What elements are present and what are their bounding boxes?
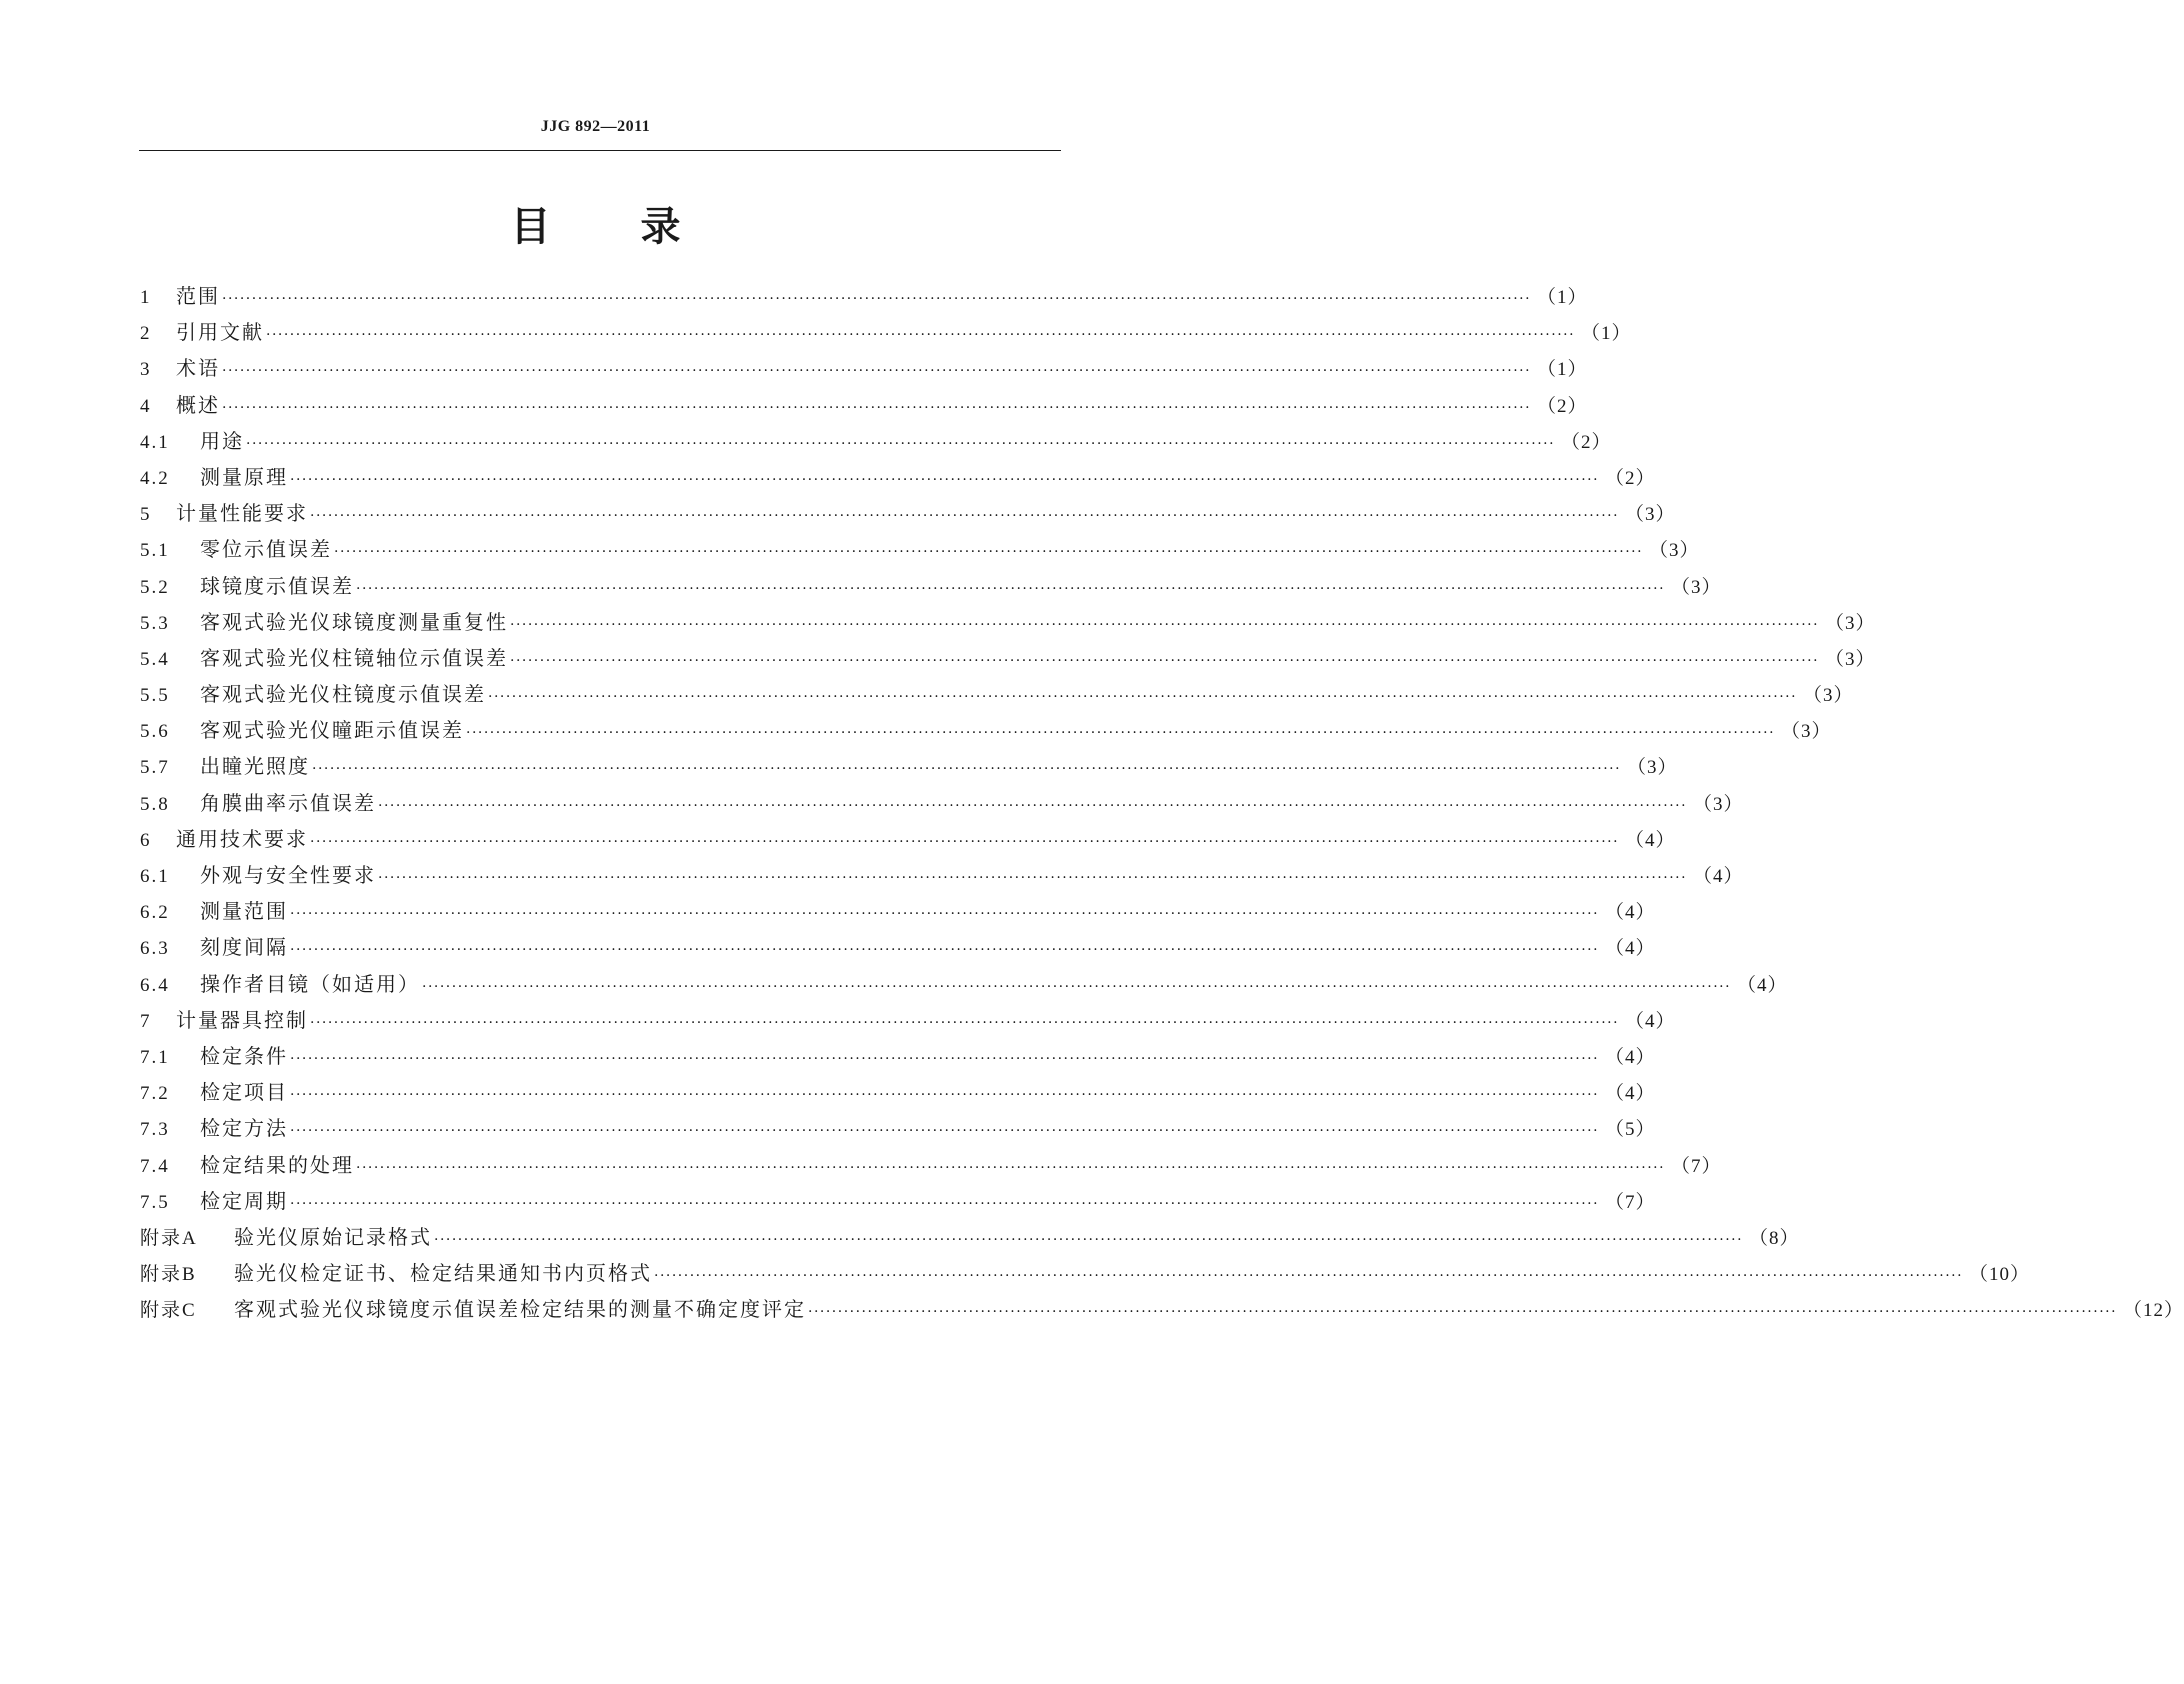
toc-entry [140,859,1744,895]
toc-leader-dots: ···························································································································································································································· [246,435,1556,452]
toc-entry [140,678,1854,714]
toc-entry-number: 附录B [140,1264,197,1286]
toc-entry-page: （4） [1605,938,1656,960]
toc-entry-number: 4.2 [140,467,170,489]
toc-entry [140,787,1744,823]
toc-leader-dots: ···························································································································································································································· [310,833,1620,850]
toc-leader-dots: ···························································································································································································································· [222,399,1532,416]
toc-entry-page: （7） [1605,1191,1656,1213]
toc-entry-number: 附录C [140,1300,197,1322]
toc-entry-page: （3） [1781,721,1832,743]
toc-entry-number: 4 [140,395,152,417]
toc-entry-number: 6 [140,829,152,851]
toc-entry [140,352,1588,388]
toc-leader-dots: ···························································································································································································································· [266,327,1576,344]
toc-entry-number: 5.4 [140,648,170,670]
toc-leader-dots: ···························································································································································································································· [310,1014,1620,1031]
toc-entry-number: 7 [140,1010,152,1032]
toc-entry [140,389,1588,425]
toc-entry-page: （2） [1537,395,1588,417]
toc-leader-dots: ···························································································································································································································· [290,906,1600,923]
toc-entry [140,895,1656,931]
toc-entry-number: 4.1 [140,431,170,453]
standard-code-header: JJG 892—2011 [540,118,651,135]
toc-entry [140,1004,1676,1040]
page-title: 目录 [510,204,771,250]
toc-leader-dots: ···························································································································································································································· [488,689,1798,706]
toc-entry-page: （3） [1649,540,1700,562]
toc-entry-number: 6.1 [140,866,170,887]
toc-entry [140,1257,2031,1293]
toc-entry-label: 客观式验光仪球镜度测量重复性 [200,609,508,634]
toc-leader-dots: ···························································································································································································································· [290,1195,1600,1212]
toc-leader-dots: ···························································································································································································································· [808,1304,2118,1321]
toc-entry-label: 检定项目 [200,1080,288,1105]
toc-entry-number: 7.4 [140,1155,170,1177]
toc-entry-page: （3） [1693,793,1744,815]
toc-entry-label: 检定方法 [200,1116,288,1141]
toc-entry-number: 3 [140,359,152,381]
toc-entry-label: 术语 [176,356,220,381]
toc-entry-label: 刻度间隔 [200,935,288,960]
toc-entry-number: 5.8 [140,793,170,815]
toc-entry-page: （3） [1803,685,1854,707]
table-of-contents [140,280,2184,1329]
toc-entry-number: 2 [140,323,152,345]
toc-entry [140,1040,1656,1076]
toc-leader-dots: ···························································································································································································································· [356,580,1666,597]
toc-entry-label: 检定周期 [200,1188,288,1213]
toc-entry [140,642,1876,678]
toc-entry [140,497,1676,533]
toc-entry-number: 5.6 [140,721,170,743]
toc-entry-number: 5 [140,504,152,526]
toc-entry-label: 客观式验光仪柱镜轴位示值误差 [200,645,508,670]
toc-entry-number: 6.2 [140,902,170,924]
toc-entry-page: （4） [1693,866,1744,887]
toc-entry-page: （1） [1537,287,1588,308]
toc-leader-dots: ···························································································································································································································· [434,1231,1744,1248]
toc-entry-page: （4） [1605,1083,1656,1105]
toc-entry-label: 验光仪检定证书、检定结果通知书内页格式 [234,1261,652,1286]
toc-entry [140,714,1832,750]
toc-entry-number: 5.7 [140,757,170,779]
toc-leader-dots: ···························································································································································································································· [290,1050,1600,1067]
toc-entry-number: 5.5 [140,685,170,707]
toc-entry-label: 检定条件 [200,1043,288,1068]
toc-entry [140,931,1656,967]
toc-entry-number: 1 [140,287,152,308]
toc-entry-number: 7.1 [140,1046,170,1068]
toc-entry [140,1149,1722,1185]
toc-entry-label: 零位示值误差 [200,537,332,562]
header-rule [139,150,1061,151]
toc-leader-dots: ···························································································································································································································· [290,1087,1600,1104]
toc-entry [140,425,1612,461]
toc-leader-dots: ···························································································································································································································· [310,508,1620,525]
toc-entry-page: （4） [1605,902,1656,924]
toc-entry [140,1076,1656,1112]
toc-entry-label: 操作者目镜（如适用） [200,971,420,996]
toc-leader-dots: ···························································································································································································································· [222,291,1532,307]
toc-entry-label: 概述 [176,392,220,417]
toc-entry-label: 外观与安全性要求 [200,863,376,887]
toc-leader-dots: ···························································································································································································································· [510,616,1820,633]
toc-leader-dots: ···························································································································································································································· [334,544,1644,561]
toc-entry-page: （7） [1671,1155,1722,1177]
toc-entry-label: 计量性能要求 [176,501,308,526]
toc-entry [140,461,1656,497]
toc-leader-dots: ···························································································································································································································· [654,1268,1964,1285]
toc-entry-page: （4） [1605,1046,1656,1068]
toc-entry [140,1185,1656,1221]
toc-leader-dots: ···························································································································································································································· [510,652,1820,669]
toc-entry [140,606,1876,642]
toc-entry-page: （4） [1625,1010,1676,1032]
toc-entry-label: 客观式验光仪瞳距示值误差 [200,718,464,743]
toc-entry-label: 验光仪原始记录格式 [234,1224,432,1249]
toc-entry-number: 6.4 [140,974,170,996]
toc-entry-label: 通用技术要求 [176,826,308,851]
toc-entry [140,533,1700,569]
toc-leader-dots: ···························································································································································································································· [290,1123,1600,1140]
toc-entry-label: 球镜度示值误差 [200,573,354,598]
toc-leader-dots: ···························································································································································································································· [356,1159,1666,1176]
toc-leader-dots: ···························································································································································································································· [290,471,1600,488]
toc-entry-page: （12） [2123,1300,2184,1322]
toc-entry-label: 用途 [200,428,244,453]
toc-entry-page: （3） [1825,612,1876,634]
toc-entry-number: 附录A [140,1227,198,1249]
toc-entry-label: 测量范围 [200,899,288,924]
toc-entry-number: 5.1 [140,540,170,562]
toc-leader-dots: ···························································································································································································································· [466,725,1776,742]
toc-leader-dots: ···························································································································································································································· [312,761,1622,778]
toc-entry-label: 引用文献 [176,320,264,345]
toc-leader-dots: ···························································································································································································································· [222,363,1532,380]
toc-entry [140,1112,1656,1148]
toc-entry-page: （1） [1581,323,1632,345]
toc-entry [140,750,1678,786]
toc-entry-page: （5） [1605,1119,1656,1141]
toc-entry-page: （3） [1671,576,1722,598]
toc-entry-label: 计量器具控制 [176,1007,308,1032]
toc-entry-page: （8） [1749,1227,1800,1249]
toc-leader-dots: ···························································································································································································································· [422,978,1732,995]
toc-leader-dots: ···························································································································································································································· [290,942,1600,959]
toc-entry-page: （2） [1605,467,1656,489]
toc-entry-page: （4） [1737,974,1788,996]
toc-entry [140,968,1788,1004]
toc-entry [140,823,1676,859]
toc-entry-number: 5.3 [140,612,170,634]
toc-entry [140,570,1722,606]
toc-entry-page: （2） [1561,431,1612,453]
toc-entry-page: （3） [1825,648,1876,670]
toc-entry-page: （3） [1627,757,1678,779]
toc-entry-page: （1） [1537,359,1588,381]
toc-entry [140,1293,2184,1329]
toc-entry-number: 7.3 [140,1119,170,1141]
toc-leader-dots: ···························································································································································································································· [378,870,1688,886]
toc-entry-number: 7.5 [140,1191,170,1213]
toc-entry-label: 范围 [176,284,220,308]
toc-entry [140,316,1632,352]
toc-entry-label: 出瞳光照度 [200,754,310,779]
toc-entry-label: 角膜曲率示值误差 [200,790,376,815]
toc-entry-number: 6.3 [140,938,170,960]
toc-entry-label: 客观式验光仪柱镜度示值误差 [200,682,486,707]
toc-entry-number: 7.2 [140,1083,170,1105]
toc-entry-label: 客观式验光仪球镜度示值误差检定结果的测量不确定度评定 [234,1297,806,1322]
toc-entry-number: 5.2 [140,576,170,598]
toc-entry-page: （4） [1625,829,1676,851]
toc-entry [140,1221,1800,1257]
toc-entry-label: 检定结果的处理 [200,1152,354,1177]
toc-leader-dots: ···························································································································································································································· [378,797,1688,814]
toc-entry-page: （3） [1625,504,1676,526]
toc-entry [140,280,1588,316]
toc-entry-label: 测量原理 [200,464,288,489]
toc-entry-page: （10） [1969,1264,2031,1286]
